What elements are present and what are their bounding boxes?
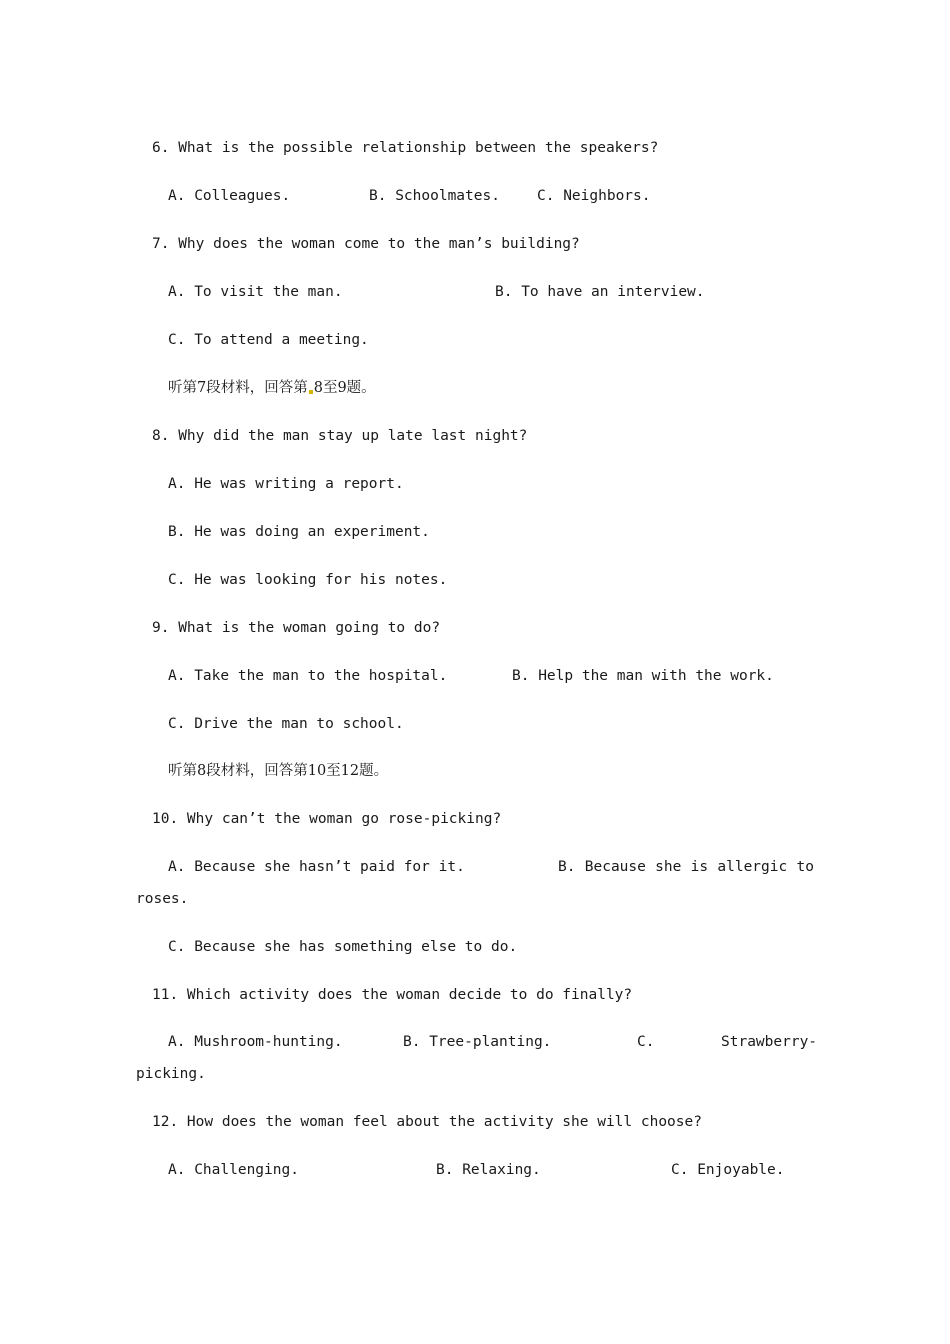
- question-11-option-c-label: C.: [637, 1034, 655, 1050]
- question-6-option-b: B. Schoolmates.: [369, 188, 500, 204]
- question-8-option-c: C. He was looking for his notes.: [168, 572, 448, 588]
- question-7-stem: 7. Why does the woman come to the man’s building?: [152, 236, 580, 252]
- question-7-option-c: C. To attend a meeting.: [168, 332, 369, 348]
- option-b-word: is: [690, 859, 709, 875]
- question-10-option-b: [558, 857, 814, 877]
- question-11-option-c-continued: picking.: [136, 1066, 206, 1082]
- option-b-word: to: [796, 859, 814, 875]
- question-10-option-b-continued: roses.: [136, 891, 189, 907]
- option-b-word: B.: [558, 859, 576, 875]
- option-b-word: allergic: [717, 859, 788, 875]
- question-8-option-a: A. He was writing a report.: [168, 476, 404, 492]
- question-12-option-a: A. Challenging.: [168, 1162, 299, 1178]
- question-9-option-a: A. Take the man to the hospital.: [168, 668, 448, 684]
- question-7-option-b: B. To have an interview.: [495, 284, 705, 300]
- question-10-option-c: C. Because she has something else to do.: [168, 939, 518, 955]
- question-12-stem: 12. How does the woman feel about the activity she will choose?: [152, 1114, 702, 1130]
- question-8-stem: 8. Why did the man stay up late last night?: [152, 428, 528, 444]
- question-8-option-b: B. He was doing an experiment.: [168, 524, 430, 540]
- question-6-option-a: A. Colleagues.: [168, 188, 291, 204]
- question-11-option-b: B. Tree-planting.: [403, 1034, 552, 1050]
- question-9-option-c: C. Drive the man to school.: [168, 716, 404, 732]
- question-12-option-c: C. Enjoyable.: [671, 1162, 785, 1178]
- marker-dot-icon: [309, 390, 313, 394]
- section-8-instruction: 听第8段材料，回答第10至12题。: [168, 763, 389, 779]
- question-6-stem: 6. What is the possible relationship between the speakers?: [152, 140, 659, 156]
- section-7-instruction-pre: 听第7段材料，回答第: [168, 380, 308, 396]
- question-10-option-a: A. Because she hasn’t paid for it.: [168, 859, 465, 875]
- question-7-option-a: A. To visit the man.: [168, 284, 343, 300]
- question-11-option-c-word: Strawberry-: [721, 1034, 818, 1050]
- question-11-stem: 11. Which activity does the woman decide to do finally?: [152, 987, 633, 1003]
- option-b-word: she: [655, 859, 682, 875]
- question-11-option-a: A. Mushroom-hunting.: [168, 1034, 343, 1050]
- question-12-option-b: B. Relaxing.: [436, 1162, 541, 1178]
- question-9-option-b: B. Help the man with the work.: [512, 668, 774, 684]
- section-7-instruction: [168, 378, 376, 398]
- question-10-stem: 10. Why can’t the woman go rose-picking?: [152, 811, 502, 827]
- question-6-option-c: C. Neighbors.: [537, 188, 651, 204]
- question-9-stem: 9. What is the woman going to do?: [152, 620, 441, 636]
- section-7-instruction-post: 8至9题。: [313, 380, 376, 396]
- option-b-word: Because: [584, 859, 646, 875]
